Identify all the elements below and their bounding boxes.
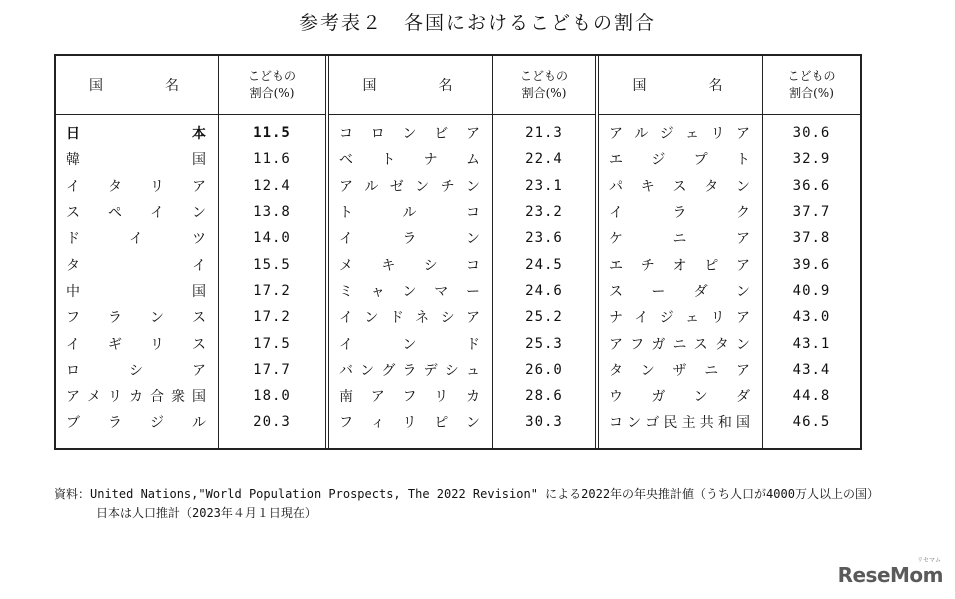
country-name-cell: イ ラ ン [339,231,480,248]
ratio-value-cell: 36.6 [792,177,831,194]
country-header [329,56,492,115]
ratio-value-cell: 26.0 [525,361,563,378]
ratio-value-cell: 12.4 [253,177,291,194]
table-group-1 [56,56,325,448]
ratio-value-cell: 37.7 [792,204,831,221]
ratio-header-line: こどもの [787,69,836,83]
ratio-value-cell: 28.6 [525,388,563,405]
ratio-value-cell: 30.3 [525,414,563,431]
country-header-char: 国 [632,78,653,94]
ratio-value-cell: 21.3 [525,125,563,142]
country-name-cell: ア メ リ カ 合 衆 国 [66,389,206,406]
ratio-value-cell: 25.2 [525,309,563,326]
ratio-header [763,56,860,115]
ratio-value-cell: 23.6 [525,230,563,247]
ratio-value-cell: 44.8 [792,388,831,405]
ratio-column [219,56,325,448]
country-name-cell: イ ン ド ネ シ ア [339,310,480,327]
country-header-char: 名 [438,78,459,94]
ratio-header-line: 割合(%) [789,86,834,100]
country-header-char: 国 [362,78,383,94]
country-name-cell: バ ン グ ラ デ シ ュ [339,362,480,379]
country-name-cell: メ キ シ コ [339,257,480,274]
ratio-value-cell: 22.4 [525,151,563,168]
country-name-cell: フ ィ リ ピ ン [339,415,480,432]
country-name-cell: エ チ オ ピ ア [609,257,750,274]
ratio-value-cell: 17.2 [253,282,291,299]
country-name-cell: ウ ガ ン ダ [609,389,750,406]
country-name-cell: ト ル コ [339,205,480,222]
ratio-value-cell: 17.2 [253,309,291,326]
ratio-value-cell: 23.2 [525,204,563,221]
resemom-logo-text: ReseMom [837,563,943,587]
source-note-line-1: 資料：United Nations,"World Population Prospects, The 2022 Revision" による2022年の年央推計値（うち人口が4000万人以上の国） [54,487,879,501]
ratio-value-cell: 24.5 [525,256,563,273]
ratio-value-cell: 46.5 [792,414,831,431]
country-name-cell: ブ ラ ジ ル [66,415,206,432]
ratio-value-cell: 40.9 [792,282,831,299]
country-name-cell: ベ ト ナ ム [339,152,480,169]
country-name-cell: 南 ア フ リ カ [339,389,480,406]
country-name-cell: タ ン ザ ニ ア [609,362,750,379]
country-column [329,56,493,448]
country-name-cell: タ イ [66,257,206,274]
country-name-cell: イ ギ リ ス [66,336,206,353]
country-name-cell: コ ン ゴ 民 主 共 和 国 [609,415,750,432]
country-column [56,56,219,448]
ratio-header [493,56,595,115]
source-note-line-2: 日本は人口推計（2023年４月１日現在） [96,506,317,520]
ratio-value-cell: 18.0 [253,388,291,405]
country-name-cell: ロ シ ア [66,362,206,379]
child-ratio-table [54,54,862,450]
ratio-column [763,56,860,448]
country-name-cell: 中 国 [66,283,206,300]
ratio-header-line: 割合(%) [249,86,295,100]
ratio-value-cell: 11.6 [253,151,291,168]
country-name-cell: ナ イ ジ ェ リ ア [609,310,750,327]
country-name-cell: ス ペ イ ン [66,205,206,222]
ratio-value-cell: 15.5 [253,256,291,273]
country-name-cell: ア ル ゼ ン チ ン [339,178,480,195]
resemom-logo-sub: リセマム [917,557,941,564]
ratio-value-cell: 43.4 [792,361,831,378]
ratio-value-cell: 37.8 [792,230,831,247]
country-header-char: 名 [708,78,729,94]
ratio-value-cell: 23.1 [525,177,563,194]
country-name-cell: ア ル ジ ェ リ ア [609,126,750,143]
country-name-cell: ケ ニ ア [609,231,750,248]
ratio-header-line: 割合(%) [521,86,567,100]
country-name-cell: ド イ ツ [66,231,206,248]
country-name-cell: フ ラ ン ス [66,310,206,327]
country-name-cell: ミ ャ ン マ ー [339,283,480,300]
source-note [54,485,879,523]
page-title: 参考表２ 各国におけるこどもの割合 [298,12,656,34]
ratio-header [219,56,325,115]
ratio-value-cell: 13.8 [253,204,291,221]
resemom-logo [837,557,943,587]
country-name-cell: エ ジ プ ト [609,152,750,169]
country-header-char: 国 [89,78,109,94]
country-header [56,56,218,115]
ratio-value-cell: 14.0 [253,230,291,247]
table-group-2 [325,56,595,448]
country-name-cell: イ タ リ ア [66,178,206,195]
country-name-cell: 日 本 [66,126,206,143]
country-header [599,56,762,115]
ratio-header-line: こどもの [519,69,568,83]
country-name-cell: イ ン ド [339,336,480,353]
table-group-3 [595,56,860,448]
ratio-value-cell: 43.0 [792,309,831,326]
country-name-cell: ア フ ガ ニ ス タ ン [609,336,750,353]
ratio-value-cell: 32.9 [792,151,831,168]
ratio-column [493,56,595,448]
ratio-value-cell: 39.6 [792,256,831,273]
ratio-value-cell: 25.3 [525,335,563,352]
ratio-value-cell: 24.6 [525,282,563,299]
country-name-cell: コ ロ ン ビ ア [339,126,480,143]
ratio-value-cell: 20.3 [253,414,291,431]
ratio-value-cell: 17.7 [253,361,291,378]
country-name-cell: パ キ ス タ ン [609,178,750,195]
ratio-value-cell: 43.1 [792,335,831,352]
ratio-value-cell: 17.5 [253,335,291,352]
country-name-cell: ス ー ダ ン [609,283,750,300]
country-column [599,56,763,448]
country-name-cell: イ ラ ク [609,205,750,222]
ratio-header-line: こどもの [247,69,296,83]
ratio-value-cell: 30.6 [792,125,831,142]
country-header-char: 名 [165,78,185,94]
ratio-value-cell: 11.5 [253,125,291,142]
country-name-cell: 韓 国 [66,152,206,169]
